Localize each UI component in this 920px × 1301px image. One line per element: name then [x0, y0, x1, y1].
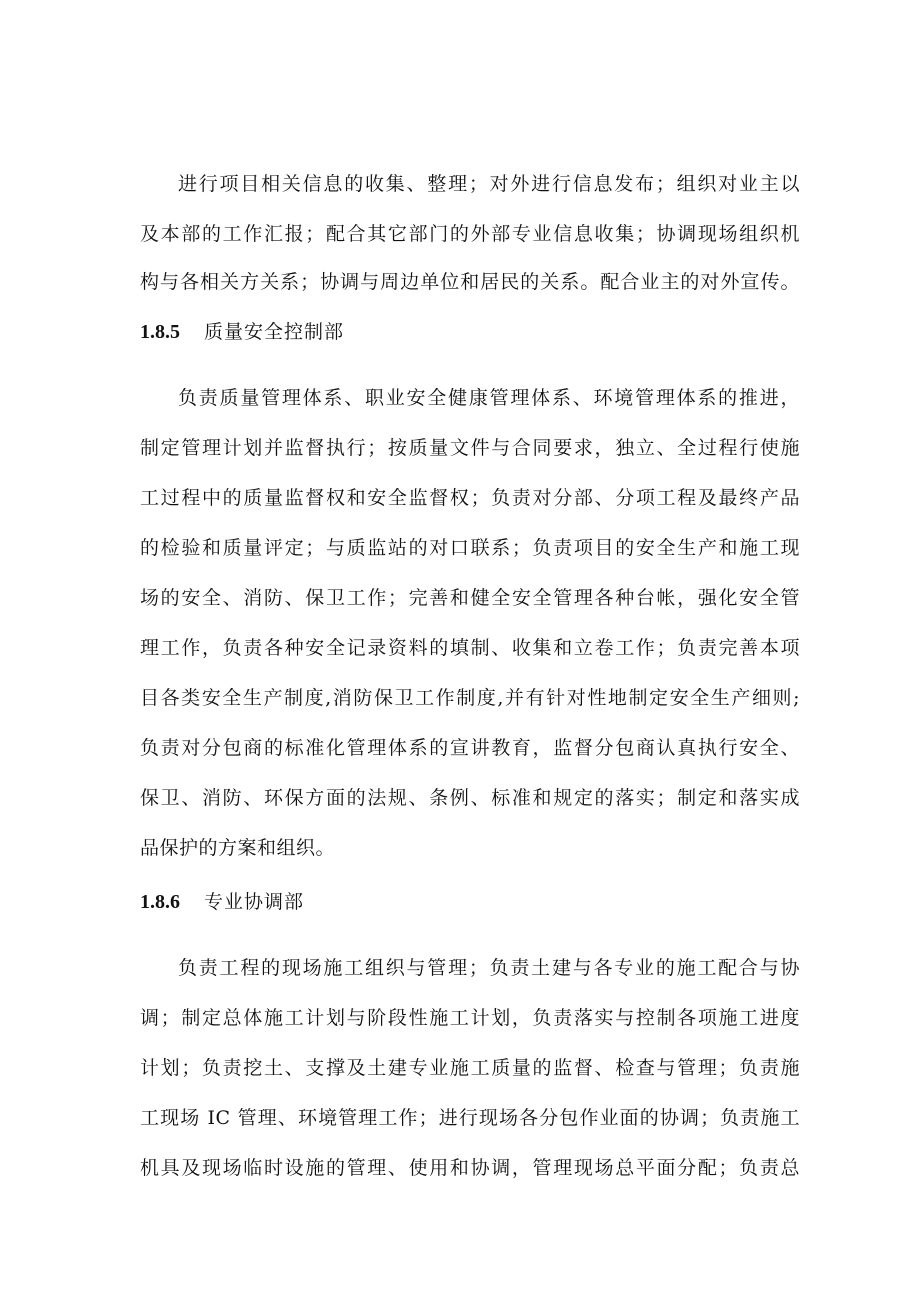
section185-line-9: 保卫、消防、环保方面的法规、条例、标准和规定的落实；制定和落实成	[140, 787, 800, 809]
section-heading-185	[140, 320, 344, 344]
section-title: 质量安全控制部	[204, 321, 345, 343]
paragraph1-line-2: 及本部的工作汇报；配合其它部门的外部专业信息收集；协调现场组织机	[140, 223, 800, 245]
section185-line-10: 品保护的方案和组织。	[140, 837, 336, 859]
section185-line-1: 负责质量管理体系、职业安全健康管理体系、环境管理体系的推进，	[178, 387, 800, 409]
section186-line-5: 机具及现场临时设施的管理、使用和协调，管理现场总平面分配；负责总	[140, 1157, 800, 1179]
section-number: 1.8.6	[140, 891, 180, 913]
paragraph1-line-1: 进行项目相关信息的收集、整理；对外进行信息发布；组织对业主以	[178, 173, 800, 195]
section-title: 专业协调部	[204, 891, 305, 913]
section185-line-2: 制定管理计划并监督执行；按质量文件与合同要求，独立、全过程行使施	[140, 437, 800, 459]
section185-line-6: 理工作，负责各种安全记录资料的填制、收集和立卷工作；负责完善本项	[140, 637, 800, 659]
section186-line-1: 负责工程的现场施工组织与管理；负责土建与各专业的施工配合与协	[178, 957, 800, 979]
section186-line-2: 调；制定总体施工计划与阶段性施工计划，负责落实与控制各项施工进度	[140, 1007, 800, 1029]
section-number: 1.8.5	[140, 321, 180, 343]
section-heading-186	[140, 890, 304, 914]
section185-line-4: 的检验和质量评定；与质监站的对口联系；负责项目的安全生产和施工现	[140, 537, 800, 559]
section186-line-3: 计划；负责挖土、支撑及土建专业施工质量的监督、检查与管理；负责施	[140, 1057, 800, 1079]
paragraph1-line-3: 构与各相关方关系；协调与周边单位和居民的关系。配合业主的对外宣传。	[140, 271, 800, 293]
section185-line-8: 负责对分包商的标准化管理体系的宣讲教育，监督分包商认真执行安全、	[140, 737, 800, 759]
section186-line-4: 工现场 IC 管理、环境管理工作；进行现场各分包作业面的协调；负责施工	[140, 1107, 800, 1129]
section185-line-5: 场的安全、消防、保卫工作；完善和健全安全管理各种台帐，强化安全管	[140, 587, 800, 609]
section185-line-7: 目各类安全生产制度,消防保卫工作制度,并有针对性地制定安全生产细则;	[140, 687, 800, 709]
section185-line-3: 工过程中的质量监督权和安全监督权；负责对分部、分项工程及最终产品	[140, 487, 800, 509]
